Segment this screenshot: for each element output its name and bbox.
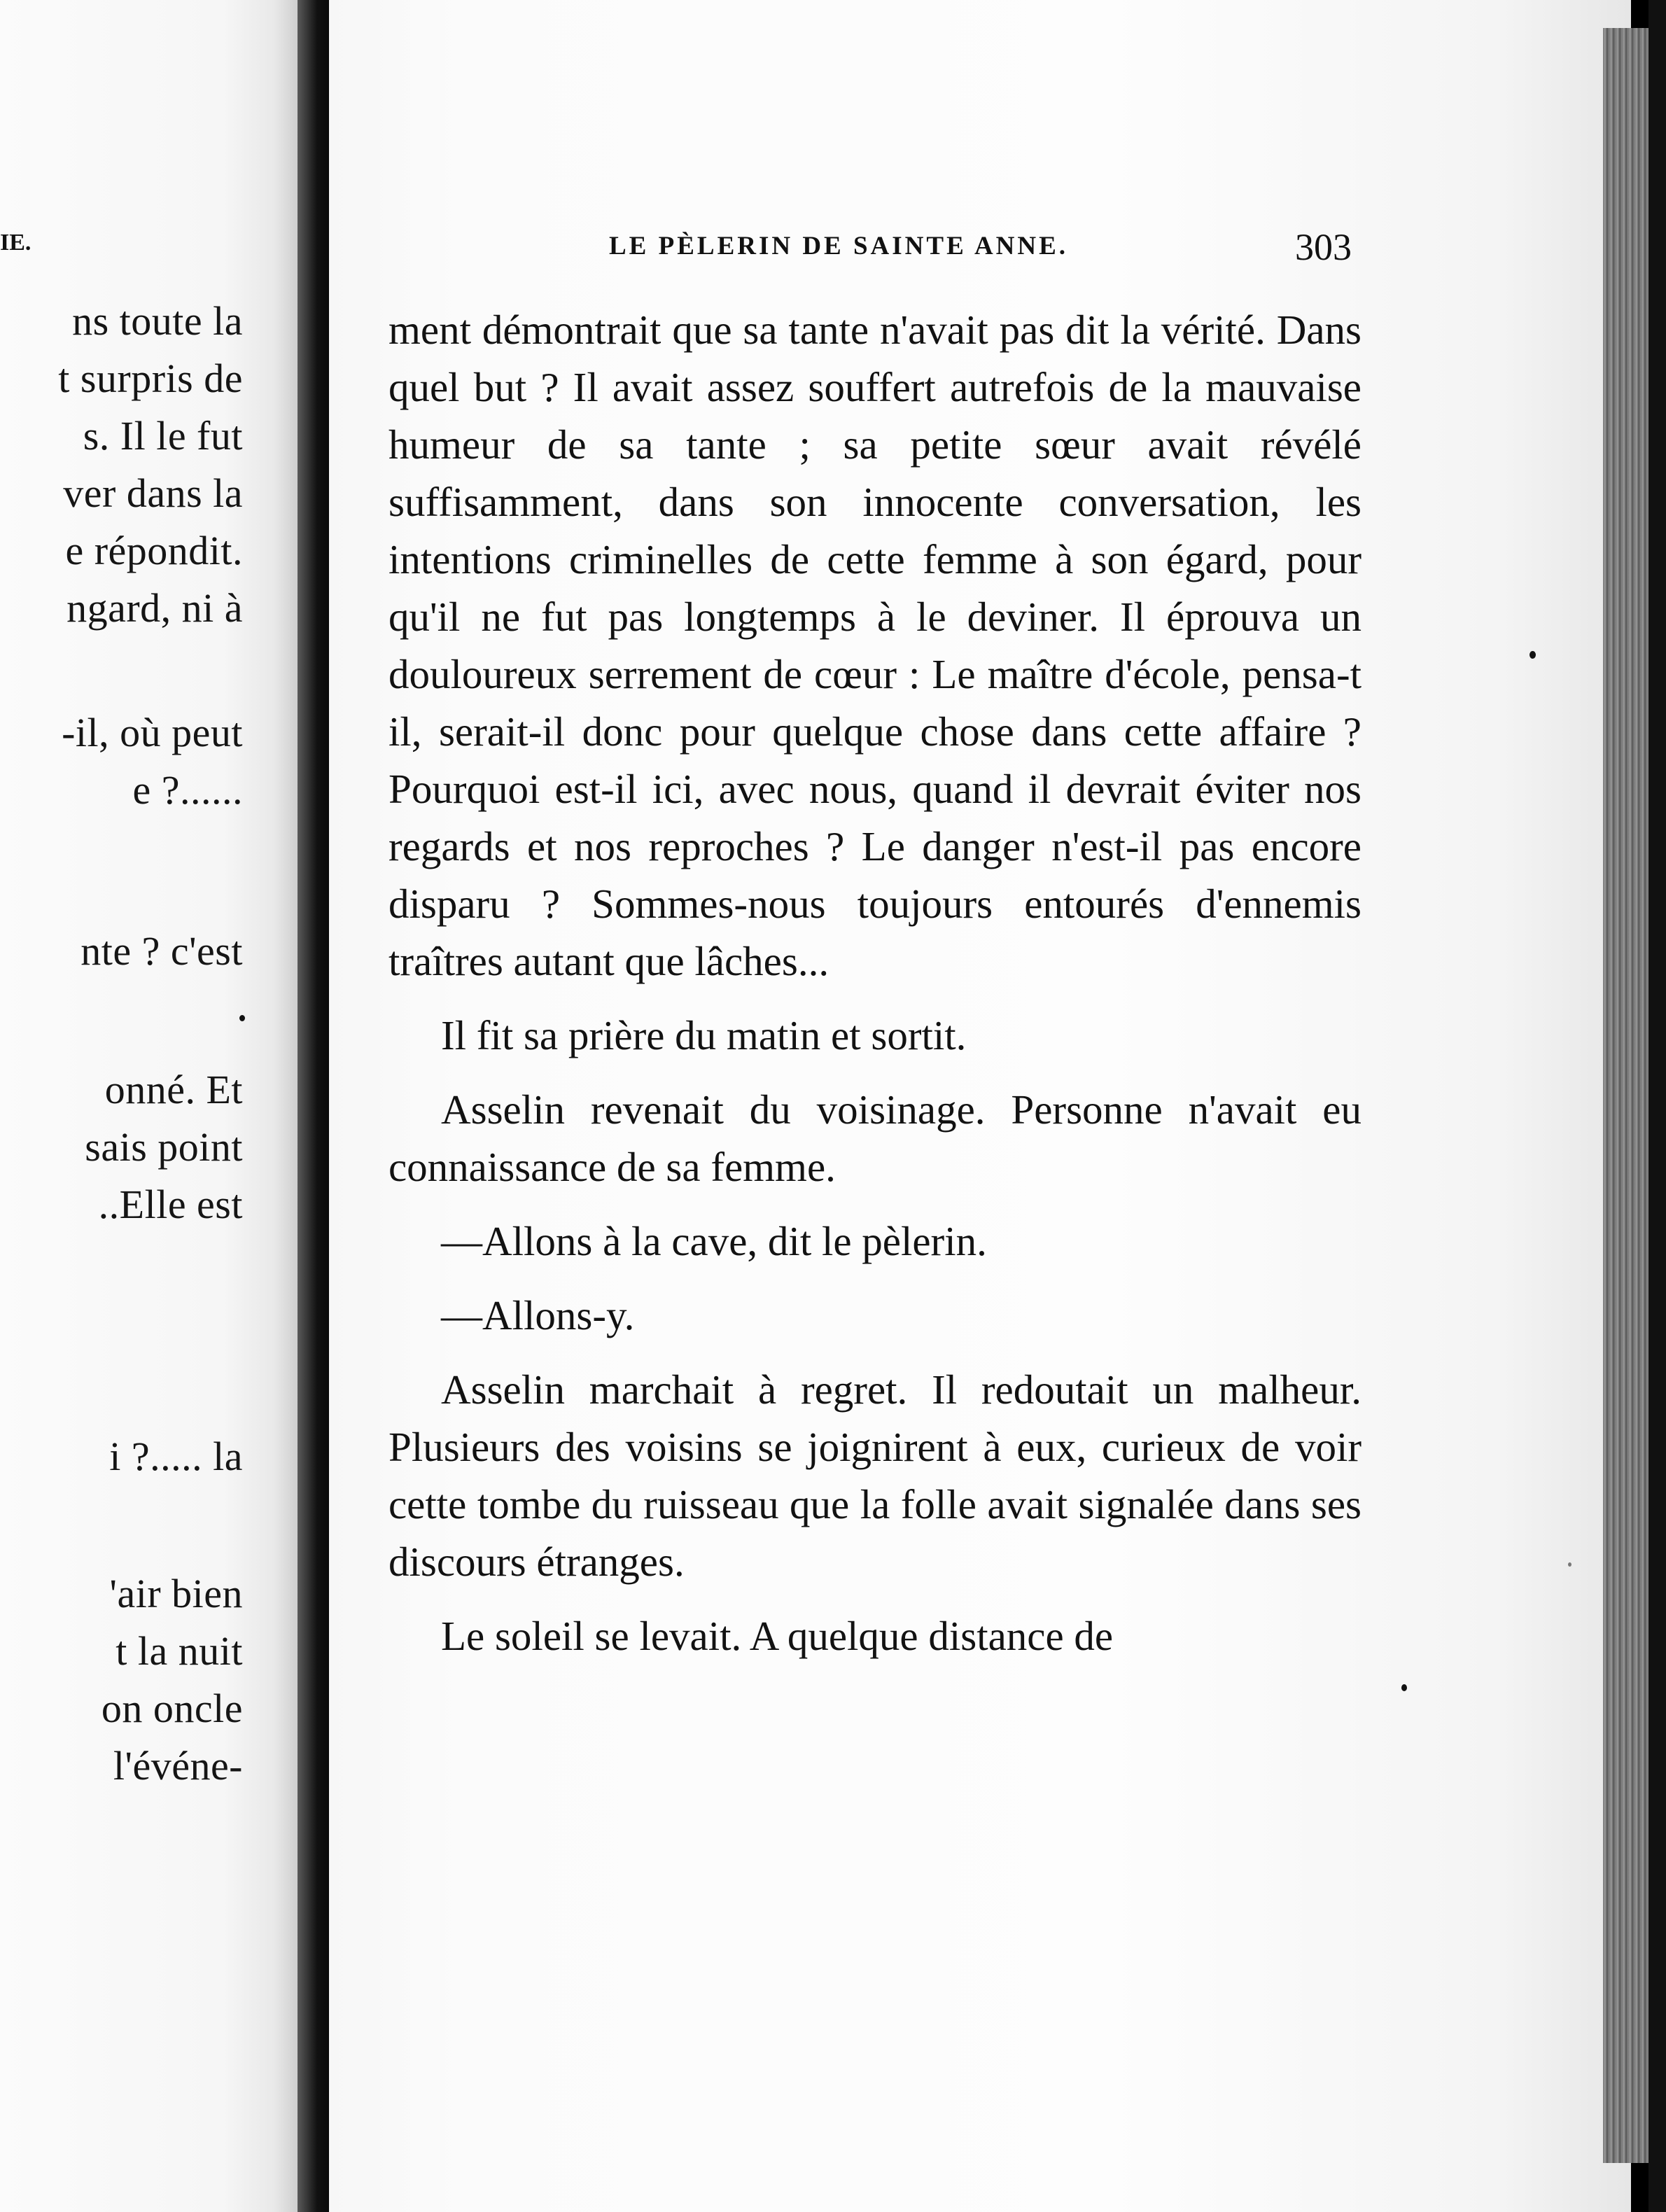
left-page-line: i ?..... la (109, 1434, 243, 1479)
running-head: LE PÈLERIN DE SAINTE ANNE. (609, 232, 1069, 260)
left-page-running-head: IE. (0, 230, 31, 255)
ink-speck (239, 1015, 245, 1021)
left-page-line: sais point (85, 1124, 243, 1170)
paragraph: Asselin revenait du voisinage. Personne n'avait eu connaissance de sa femme. (388, 1086, 1362, 1190)
ink-speck (1568, 1562, 1572, 1567)
page-number: 303 (1295, 226, 1352, 268)
left-page-line: l'événe- (113, 1743, 243, 1788)
paragraph: —Allons à la cave, dit le pèlerin. (441, 1218, 987, 1264)
left-page-line: s. Il le fut (83, 413, 243, 458)
left-page-line: ngard, ni à (66, 585, 243, 631)
paragraph: Il fit sa prière du matin et sortit. (441, 1012, 967, 1058)
left-page-line: onné. Et (104, 1067, 243, 1112)
scan-border (1648, 0, 1666, 2212)
ink-speck (1530, 651, 1536, 659)
left-page-line: ver dans la (63, 470, 243, 516)
left-page-line: -il, où peut (62, 710, 243, 755)
left-page-line: on oncle (101, 1686, 243, 1731)
left-page-line: e répondit. (65, 528, 243, 573)
paragraph: Le soleil se levait. A quelque distance de (441, 1613, 1114, 1659)
paragraph: Asselin marchait à regret. Il redoutait un malheur. Plusieurs des voisins se joignirent à eux, curieux de voir cette tombe du ruisseau que la folle avait signalée dans ses discours étranges. (388, 1366, 1362, 1585)
ink-speck (1401, 1684, 1407, 1691)
body-text (388, 301, 1362, 1665)
paragraph: —Allons-y. (441, 1292, 635, 1338)
left-page-line: t la nuit (115, 1628, 243, 1674)
left-page-line: e ?...... (132, 767, 243, 813)
left-page-fragment (0, 0, 298, 2212)
left-page-line: t surpris de (58, 356, 243, 401)
left-page-line: ns toute la (72, 298, 243, 344)
page-edges (1603, 28, 1652, 2163)
left-page-line: 'air bien (109, 1571, 243, 1616)
left-page-line: nte ? c'est (80, 928, 243, 974)
paragraph: ment démontrait que sa tante n'avait pas dit la vérité. Dans quel but ? Il avait assez souffert autrefois de la mauvaise humeur de sa tante ; sa petite sœur avait révélé suffisamment, dans son innocente conversation, les intentions criminelles de cette femme à son égard, pour qu'il ne fut pas longtemps à le deviner. Il éprouva un douloureux serrement de cœur : Le maître d'école, pensa-t il, serait-il donc pour quelque chose dans cette affaire ? Pourquoi est-il ici, avec nous, quand il devrait éviter nos regards et nos reproches ? Le danger n'est-il pas encore disparu ? Sommes-nous toujours entourés d'ennemis traîtres autant que lâches... (388, 307, 1362, 984)
left-page-line: ..Elle est (98, 1182, 243, 1227)
